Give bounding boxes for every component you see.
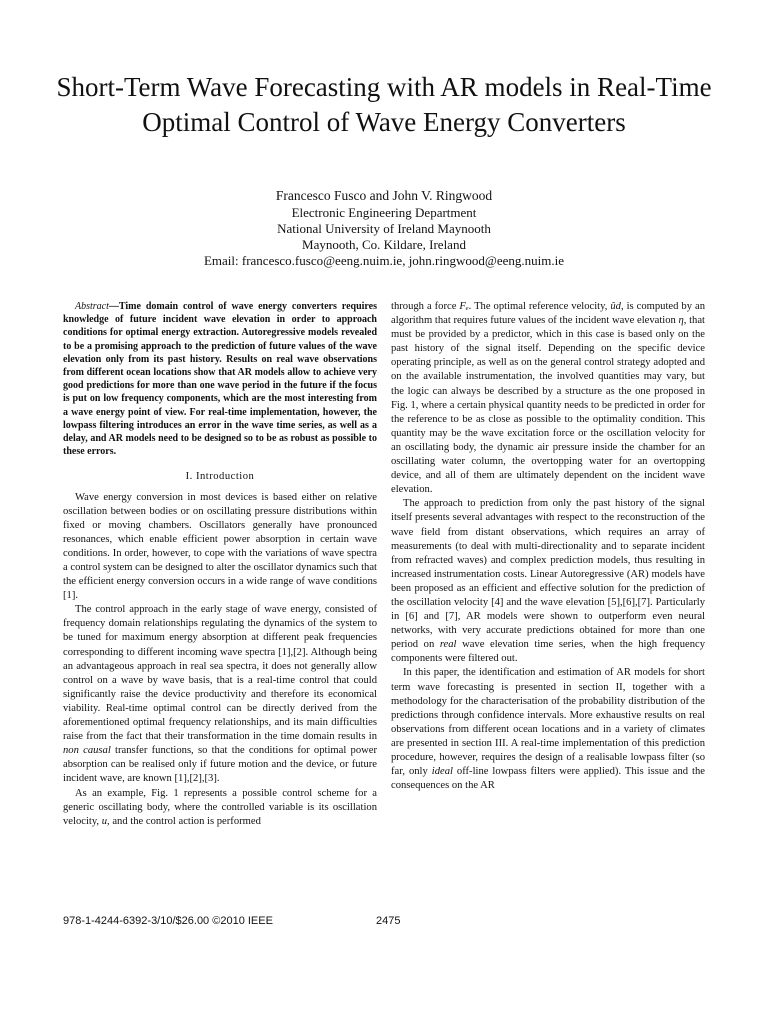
left-column — [63, 300, 377, 829]
paper-title: Short-Term Wave Forecasting with AR models in Real-Time Optimal Control of Wave Energy Converters — [56, 72, 712, 137]
affiliation-department: Electronic Engineering Department — [291, 205, 477, 220]
right-p1-variable-eta: η — [678, 315, 684, 327]
right-p1-text-d: , that must be provided by a predictor, which in this case is based only on the past history of the signal itself. Depending on the specific device operating principle, as well as on the general control strategy adopted and on the available instrumentation, the involved quantities may vary, but the logic can always be described by a structure as the one proposed in Fig. 1, where a certain physical quantity needs to be predicted in order for the reference to be as close as possible to the optimality condition. This quantity may be the wave excitation force or the oscillation velocity for an oscillating body, the dynamic air pressure inside the chamber for an oscillating water column, the overtopping water for an overtopping device, and all of them are ultimately dependent on the incident wave elevation. — [391, 315, 706, 496]
intro-p3-text-a: As an example, Fig. 1 represents a possible control scheme for a generic oscillating body, where the controlled variable is its oscillation velocity, — [63, 787, 377, 827]
right-p1-text-c: , is computed by an algorithm that requires future values of the incident wave elevation — [391, 301, 705, 327]
section-heading-introduction: I. Introduction — [185, 471, 255, 483]
right-p2-text-b: wave elevation time series, when the high frequency components were filtered out. — [391, 639, 705, 665]
affiliation-university: National University of Ireland Maynooth — [277, 221, 491, 236]
intro-p3-variable: u — [101, 815, 108, 827]
abstract-text: —Time domain control of wave energy converters requires knowledge of future incident wave elevation in order to approach conditions for optimal energy extraction. Autoregressive models revealed to be a promising approach to the prediction of future values of the wave elevation only from its past history. Results on real wave observations from different ocean locations show that AR models allow to achieve very good predictions for more than one wave period in the future if the focus is put on low frequency components, which are the most interesting from a wave energy point of view. For real-time implementation, however, the lowpass filtering introduces an error in the wave time series, as well as a delay, and AR models need to be designed so to be as robust as possible to these errors. — [63, 301, 377, 458]
right-p1-text-b: . The optimal reference velocity, — [468, 301, 611, 312]
intro-paragraph-1: Wave energy conversion in most devices is based either on relative oscillation between bodies or on oscillating pressure distributions within fixed or moving chambers. Oscillators generally have pronounced resonances, which enable efficient power absorption in certain wave conditions. In order, however, to cope with the variations of wave spectra a control system can be designed to alter the oscillator dynamics such that the efficient energy conversion occurs in a wide range of wave conditions [1]. — [63, 491, 377, 602]
right-p1-variable-velocity: ûd — [610, 301, 621, 312]
author-emails: Email: francesco.fusco@eeng.nuim.ie, john.ringwood@eeng.nuim.ie — [203, 253, 565, 268]
abstract-label: Abstract — [75, 301, 109, 312]
right-p3-text-b: off-line lowpass filters were applied). This issue and the consequences on the AR — [391, 766, 705, 792]
intro-p3-text-b: , and the control action is performed — [107, 815, 261, 827]
abstract — [63, 300, 377, 458]
right-p2-emphasis: real — [439, 639, 457, 651]
affiliation-address: Maynooth, Co. Kildare, Ireland — [302, 237, 466, 252]
right-p3-emphasis: ideal — [431, 766, 453, 778]
intro-p2-emphasis: non causal — [63, 745, 111, 757]
right-paragraph-2 — [391, 497, 705, 666]
intro-paragraph-2 — [63, 603, 377, 786]
intro-paragraph-3 — [63, 787, 377, 829]
author-names: Francesco Fusco and John V. Ringwood — [275, 188, 493, 203]
isbn-copyright: 978-1-4244-6392-3/10/$26.00 ©2010 IEEE — [63, 915, 273, 927]
right-p1-text-a: through a force — [391, 301, 460, 312]
right-column — [391, 300, 705, 793]
right-p2-text-a: The approach to prediction from only the past history of the signal itself presents several advantages with respect to the reconstruction of the wave field from distant observations, which requires an array of measurements (to deal with multi-directionality and to separate incident from refracted waves) and complex prediction models, thus resulting in increased instrumentation costs. Linear Autoregressive (AR) models have been proposed as an efficient and effective solution for the prediction of the oscillation velocity [4] and the wave elevation [5],[6],[7]. Particularly in [6] and [7], AR models were shown to outperform even neural networks, with very accurate predictions obtained for more than one period on — [391, 498, 705, 651]
right-paragraph-3 — [391, 666, 705, 793]
right-paragraph-1 — [391, 300, 705, 497]
right-p3-text-a: In this paper, the identification and estimation of AR models for short term wave forecasting is presented in section II, together with a methodology for the characterisation of the probability distribution of the predictions through confidence intervals. More exhaustive results on real observations from different ocean locations and in a variety of climates are presented in section III. A real-time implementation of this prediction procedure, however, requires the design of a realisable lowpass filter (so far, only — [391, 667, 705, 778]
intro-p2-text-b: transfer functions, so that the conditions for optimal power absorption can be realised only if future motion and the device, or future incident wave, are known [1],[2],[3]. — [63, 745, 377, 785]
right-p1-variable-force: Fₑ — [459, 301, 469, 312]
author-block — [40, 188, 728, 269]
intro-p2-text-a: The control approach in the early stage of wave energy, consisted of frequency domain relationships regulating the dynamics of the system to be tuned for maximum energy absorption at different peak frequencies corresponding to different incoming wave spectra [1],[2]. Although being an advantageous approach in real sea spectra, it does not generally allow control on a wave by wave basis, that is a real-time control that could significantly raise the device productivity and therefore its economical viability. Real-time optimal control can be directly derived from the aforementioned optimal frequency relationships, and its main difficulties raise from the fact that their transformation in the time domain results in — [63, 604, 377, 743]
page-number: 2475 — [376, 915, 401, 927]
